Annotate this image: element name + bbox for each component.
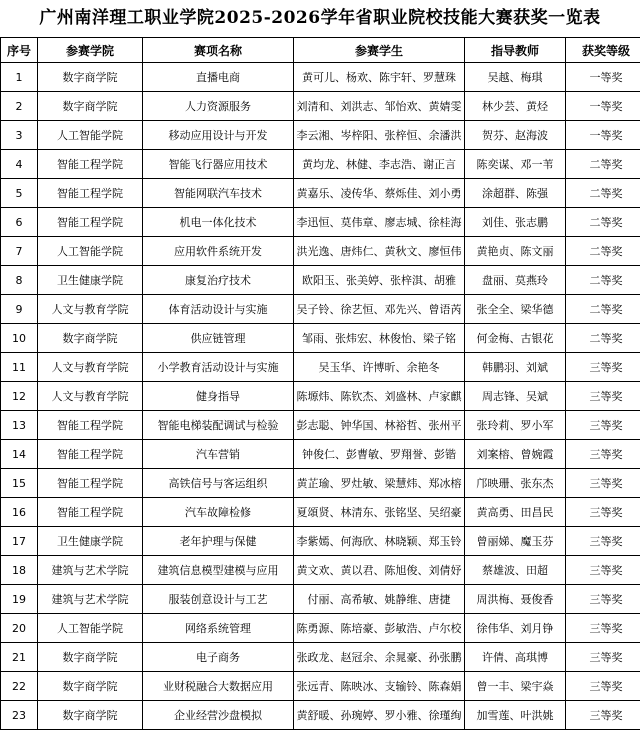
cell-event: 人力资源服务 xyxy=(143,92,294,121)
cell-students: 李云湘、岑梓阳、张梓恒、余潘洪 xyxy=(294,121,465,150)
cell-students: 李紫嫣、何海欣、林晓颖、郑玉铃 xyxy=(294,527,465,556)
cell-index: 15 xyxy=(1,469,38,498)
cell-advisors: 刘案榕、曾婉霞 xyxy=(465,440,566,469)
cell-college: 数字商学院 xyxy=(38,324,143,353)
cell-college: 数字商学院 xyxy=(38,672,143,701)
table-row xyxy=(1,382,640,411)
table-row xyxy=(1,527,640,556)
cell-college: 智能工程学院 xyxy=(38,469,143,498)
cell-students: 黄嘉乐、凌传华、蔡烁佳、刘小勇 xyxy=(294,179,465,208)
cell-students: 邹雨、张炜宏、林俊怡、梁子铭 xyxy=(294,324,465,353)
cell-award: 二等奖 xyxy=(566,208,640,237)
cell-advisors: 刘佳、张志鹏 xyxy=(465,208,566,237)
table-row xyxy=(1,498,640,527)
cell-college: 人文与教育学院 xyxy=(38,382,143,411)
cell-index: 6 xyxy=(1,208,38,237)
cell-index: 23 xyxy=(1,701,38,730)
cell-students: 欧阳玉、张美婷、张梓淇、胡雅 xyxy=(294,266,465,295)
cell-event: 应用软件系统开发 xyxy=(143,237,294,266)
table-row xyxy=(1,237,640,266)
cell-award: 三等奖 xyxy=(566,382,640,411)
table-row xyxy=(1,701,640,730)
cell-advisors: 黄高勇、田昌民 xyxy=(465,498,566,527)
cell-index: 8 xyxy=(1,266,38,295)
cell-index: 11 xyxy=(1,353,38,382)
cell-event: 网络系统管理 xyxy=(143,614,294,643)
cell-award: 二等奖 xyxy=(566,179,640,208)
cell-students: 张远青、陈映冰、支输铃、陈森娟 xyxy=(294,672,465,701)
cell-award: 一等奖 xyxy=(566,63,640,92)
cell-event: 老年护理与保健 xyxy=(143,527,294,556)
table-row xyxy=(1,614,640,643)
cell-college: 建筑与艺术学院 xyxy=(38,556,143,585)
cell-college: 智能工程学院 xyxy=(38,208,143,237)
table-row xyxy=(1,63,640,92)
header-college: 参赛学院 xyxy=(38,38,143,63)
table-row xyxy=(1,121,640,150)
cell-index: 3 xyxy=(1,121,38,150)
table-row xyxy=(1,672,640,701)
header-advisors: 指导教师 xyxy=(465,38,566,63)
cell-index: 18 xyxy=(1,556,38,585)
cell-award: 二等奖 xyxy=(566,237,640,266)
cell-advisors: 何金梅、古银花 xyxy=(465,324,566,353)
cell-students: 洪光逸、唐炜仁、黄秋文、廖恒伟 xyxy=(294,237,465,266)
cell-advisors: 加雪莲、叶洪姚 xyxy=(465,701,566,730)
cell-students: 彭志聪、钟华国、林裕哲、张州平 xyxy=(294,411,465,440)
cell-students: 钟俊仁、彭曹敏、罗翔誉、彭锴 xyxy=(294,440,465,469)
cell-award: 三等奖 xyxy=(566,614,640,643)
cell-college: 智能工程学院 xyxy=(38,498,143,527)
cell-college: 数字商学院 xyxy=(38,701,143,730)
cell-advisors: 曾一丰、梁宇焱 xyxy=(465,672,566,701)
cell-award: 三等奖 xyxy=(566,527,640,556)
cell-index: 10 xyxy=(1,324,38,353)
cell-event: 体育活动设计与实施 xyxy=(143,295,294,324)
cell-advisors: 韩鹏羽、刘斌 xyxy=(465,353,566,382)
cell-students: 李迅恒、莫伟章、廖志城、徐桂海 xyxy=(294,208,465,237)
cell-award: 三等奖 xyxy=(566,643,640,672)
cell-students: 张政龙、赵冠余、余晁豪、孙张鹏 xyxy=(294,643,465,672)
cell-advisors: 陈奕谋、邓一苇 xyxy=(465,150,566,179)
table-row xyxy=(1,411,640,440)
cell-students: 刘清和、刘洪志、邹怡欢、黄婧雯 xyxy=(294,92,465,121)
cell-event: 健身指导 xyxy=(143,382,294,411)
awards-table xyxy=(0,37,640,730)
cell-college: 人工智能学院 xyxy=(38,121,143,150)
table-row xyxy=(1,585,640,614)
cell-award: 三等奖 xyxy=(566,672,640,701)
cell-advisors: 周志锋、吴斌 xyxy=(465,382,566,411)
cell-students: 吴子铃、徐艺恒、邓先兴、曾语芮 xyxy=(294,295,465,324)
header-award: 获奖等级 xyxy=(566,38,640,63)
table-row xyxy=(1,556,640,585)
cell-event: 移动应用设计与开发 xyxy=(143,121,294,150)
cell-college: 人文与教育学院 xyxy=(38,295,143,324)
cell-event: 机电一体化技术 xyxy=(143,208,294,237)
cell-event: 电子商务 xyxy=(143,643,294,672)
cell-college: 数字商学院 xyxy=(38,63,143,92)
cell-advisors: 黄艳贞、陈文丽 xyxy=(465,237,566,266)
table-row xyxy=(1,208,640,237)
cell-college: 卫生健康学院 xyxy=(38,266,143,295)
cell-advisors: 张玲莉、罗小军 xyxy=(465,411,566,440)
cell-index: 19 xyxy=(1,585,38,614)
cell-event: 建筑信息模型建模与应用 xyxy=(143,556,294,585)
cell-award: 三等奖 xyxy=(566,411,640,440)
cell-award: 三等奖 xyxy=(566,440,640,469)
cell-advisors: 许倩、高琪博 xyxy=(465,643,566,672)
cell-index: 16 xyxy=(1,498,38,527)
cell-advisors: 曾丽娣、魔玉芬 xyxy=(465,527,566,556)
cell-college: 智能工程学院 xyxy=(38,440,143,469)
cell-index: 2 xyxy=(1,92,38,121)
table-header-row xyxy=(1,38,640,63)
cell-award: 三等奖 xyxy=(566,353,640,382)
cell-college: 建筑与艺术学院 xyxy=(38,585,143,614)
cell-index: 5 xyxy=(1,179,38,208)
cell-college: 智能工程学院 xyxy=(38,150,143,179)
table-row xyxy=(1,469,640,498)
cell-students: 黄可儿、杨欢、陈宇轩、罗慧珠 xyxy=(294,63,465,92)
cell-event: 汽车营销 xyxy=(143,440,294,469)
cell-index: 20 xyxy=(1,614,38,643)
cell-advisors: 徐伟华、刘月铮 xyxy=(465,614,566,643)
cell-event: 汽车故障检修 xyxy=(143,498,294,527)
cell-index: 12 xyxy=(1,382,38,411)
cell-award: 三等奖 xyxy=(566,701,640,730)
cell-students: 夏頌贤、林清东、张铭坚、吴绍豪 xyxy=(294,498,465,527)
cell-event: 服装创意设计与工艺 xyxy=(143,585,294,614)
table-row xyxy=(1,643,640,672)
cell-award: 三等奖 xyxy=(566,585,640,614)
cell-index: 1 xyxy=(1,63,38,92)
cell-college: 人文与教育学院 xyxy=(38,353,143,382)
table-row xyxy=(1,179,640,208)
cell-advisors: 周洪梅、聂俊香 xyxy=(465,585,566,614)
table-row xyxy=(1,440,640,469)
header-index: 序号 xyxy=(1,38,38,63)
page-title: 广州南洋理工职业学院2025-2026学年省职业院校技能大赛获奖一览表 xyxy=(39,8,601,28)
cell-college: 数字商学院 xyxy=(38,643,143,672)
cell-advisors: 盘丽、莫燕玲 xyxy=(465,266,566,295)
header-students: 参赛学生 xyxy=(294,38,465,63)
cell-award: 三等奖 xyxy=(566,498,640,527)
cell-advisors: 涂超群、陈强 xyxy=(465,179,566,208)
cell-index: 21 xyxy=(1,643,38,672)
cell-event: 企业经营沙盘模拟 xyxy=(143,701,294,730)
cell-advisors: 贺芬、赵海波 xyxy=(465,121,566,150)
table-body xyxy=(1,63,640,730)
cell-event: 高铁信号与客运组织 xyxy=(143,469,294,498)
cell-index: 7 xyxy=(1,237,38,266)
cell-students: 吴玉华、许博昕、余艳冬 xyxy=(294,353,465,382)
cell-award: 三等奖 xyxy=(566,556,640,585)
cell-award: 二等奖 xyxy=(566,324,640,353)
cell-college: 智能工程学院 xyxy=(38,179,143,208)
cell-event: 供应链管理 xyxy=(143,324,294,353)
cell-index: 4 xyxy=(1,150,38,179)
cell-college: 智能工程学院 xyxy=(38,411,143,440)
cell-college: 数字商学院 xyxy=(38,92,143,121)
table-row xyxy=(1,295,640,324)
cell-index: 13 xyxy=(1,411,38,440)
cell-event: 智能电梯装配调试与检验 xyxy=(143,411,294,440)
cell-college: 卫生健康学院 xyxy=(38,527,143,556)
header-event: 赛项名称 xyxy=(143,38,294,63)
cell-award: 三等奖 xyxy=(566,469,640,498)
cell-index: 17 xyxy=(1,527,38,556)
cell-award: 一等奖 xyxy=(566,92,640,121)
cell-award: 二等奖 xyxy=(566,150,640,179)
cell-students: 陈勇源、陈培豪、彭敏浩、卢尔校 xyxy=(294,614,465,643)
cell-award: 二等奖 xyxy=(566,295,640,324)
cell-college: 人工智能学院 xyxy=(38,614,143,643)
table-row xyxy=(1,92,640,121)
cell-students: 黄均龙、林健、李志浩、谢正言 xyxy=(294,150,465,179)
cell-event: 直播电商 xyxy=(143,63,294,92)
cell-index: 22 xyxy=(1,672,38,701)
cell-students: 黄舒暖、孙琬婷、罗小雅、徐瑾绚 xyxy=(294,701,465,730)
cell-students: 黄文欢、黄以君、陈旭俊、刘倩妤 xyxy=(294,556,465,585)
cell-students: 付丽、高希敏、姚静维、唐捷 xyxy=(294,585,465,614)
cell-index: 14 xyxy=(1,440,38,469)
cell-index: 9 xyxy=(1,295,38,324)
cell-advisors: 吴越、梅琪 xyxy=(465,63,566,92)
cell-award: 二等奖 xyxy=(566,266,640,295)
cell-event: 小学教育活动设计与实施 xyxy=(143,353,294,382)
cell-students: 黄芷瑜、罗灶敏、梁慧炜、郑冰榕 xyxy=(294,469,465,498)
cell-event: 智能飞行器应用技术 xyxy=(143,150,294,179)
cell-advisors: 邝映珊、张东杰 xyxy=(465,469,566,498)
cell-college: 人工智能学院 xyxy=(38,237,143,266)
cell-advisors: 张全全、梁华德 xyxy=(465,295,566,324)
cell-advisors: 蔡雄波、田超 xyxy=(465,556,566,585)
table-row xyxy=(1,353,640,382)
cell-advisors: 林少芸、黄烃 xyxy=(465,92,566,121)
table-row xyxy=(1,324,640,353)
cell-award: 一等奖 xyxy=(566,121,640,150)
cell-event: 康复治疗技术 xyxy=(143,266,294,295)
table-row xyxy=(1,266,640,295)
cell-event: 智能网联汽车技术 xyxy=(143,179,294,208)
cell-students: 陈塬炜、陈钦杰、刘盛林、卢家麒 xyxy=(294,382,465,411)
table-row xyxy=(1,150,640,179)
cell-event: 业财税融合大数据应用 xyxy=(143,672,294,701)
